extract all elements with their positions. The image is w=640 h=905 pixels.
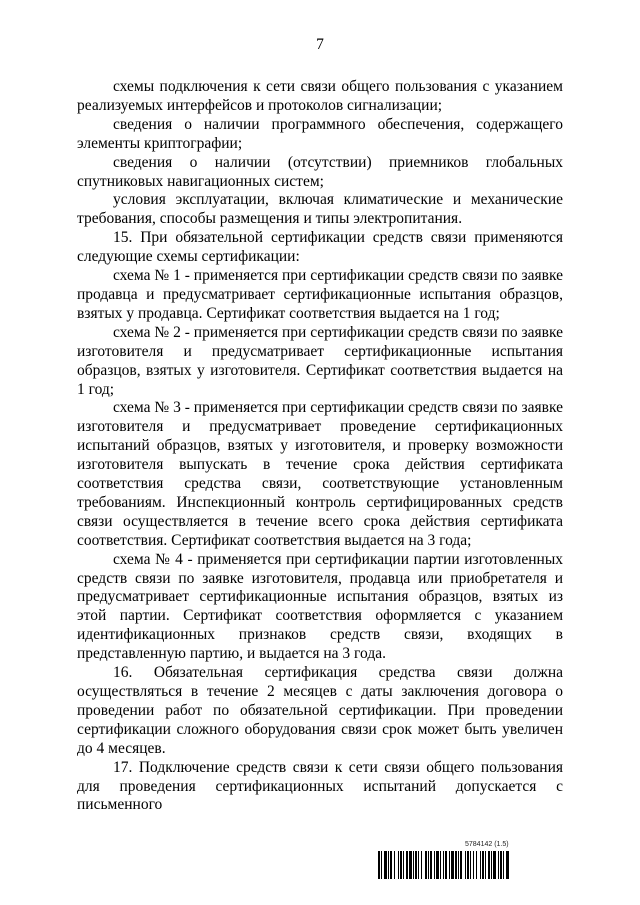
paragraph: условия эксплуатации, включая климатические и механические требования, способы размещения и типы электропитания. [77,191,563,228]
paragraph: сведения о наличии программного обеспечения, содержащего элементы криптографии; [77,115,563,152]
document-code: 5784142 (1.5) [465,841,509,848]
document-body [77,78,563,815]
paragraph: схема № 3 - применяется при сертификации средств связи по заявке изготовителя и предусматривает проведение сертификационных испытаний образцов, взятых у изготовителя, и проверку возможности изготовителя выпускать в течение срока действия сертификата соответствия средства связи, соответствующие установленным требованиям. Инспекционный контроль сертифицированных средств связи осуществляется в течение всего срока действия сертификата соответствия. Сертификат соответствия выдается на 3 года; [77,399,563,549]
paragraph: схема № 1 - применяется при сертификации средств связи по заявке продавца и предусматривает сертификационные испытания образцов, взятых у продавца. Сертификат соответствия выдается на 1 год; [77,267,563,322]
paragraph: схема № 4 - применяется при сертификации партии изготовленных средств связи по заявке изготовителя, продавца или приобретателя и предусматривает сертификационные испытания образцов, взятых из этой партии. Сертификат соответствия оформляется с указанием идентификационных признаков средств связи, входящих в представленную партию, и выдается на 3 года. [77,550,563,663]
paragraph: сведения о наличии (отсутствии) приемников глобальных спутниковых навигационных систем; [77,153,563,190]
paragraph: 16. Обязательная сертификация средства связи должна осуществляться в течение 2 месяцев с даты заключения договора о проведении работ по обязательной сертификации. При проведении сертификации сложного оборудования связи срок может быть увеличен до 4 месяцев. [77,664,563,757]
paragraph: 17. Подключение средств связи к сети связи общего пользования для проведения сертификационных испытаний допускается с письменного [77,758,563,814]
paragraph: 15. При обязательной сертификации средств связи применяются следующие схемы сертификации: [77,229,563,266]
paragraph: схема № 2 - применяется при сертификации средств связи по заявке изготовителя и предусматривает сертификационные испытания образцов, взятых у изготовителя. Сертификат соответствия выдается на 1 год; [77,323,563,398]
paragraph: схемы подключения к сети связи общего пользования с указанием реализуемых интерфейсов и протоколов сигнализации; [77,78,563,114]
page-number: 7 [316,36,324,53]
barcode-icon [378,851,566,879]
